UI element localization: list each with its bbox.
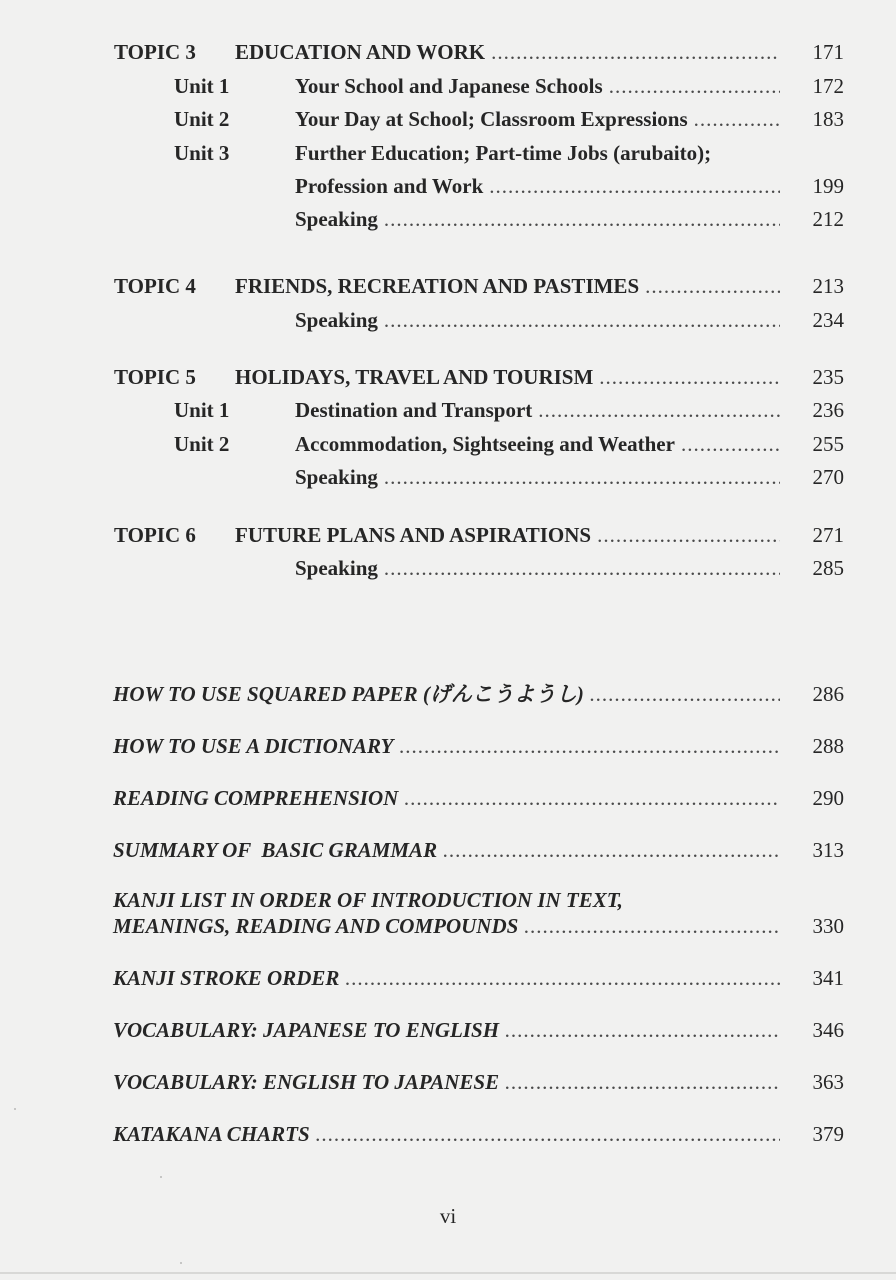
toc-appendix[interactable] bbox=[113, 786, 844, 810]
appendix-title: KANJI LIST IN ORDER OF INTRODUCTION IN TEXT, bbox=[113, 888, 623, 912]
unit-number: Unit 2 bbox=[174, 432, 230, 456]
dot-leader bbox=[609, 74, 780, 98]
dot-leader bbox=[645, 274, 780, 298]
page-number: 183 bbox=[812, 107, 844, 131]
appendix-title: VOCABULARY: ENGLISH TO JAPANESE bbox=[113, 1070, 500, 1094]
speaking-title: Speaking bbox=[295, 556, 378, 580]
toc-topic-6[interactable] bbox=[114, 523, 844, 547]
toc-topic-4[interactable] bbox=[114, 274, 844, 298]
topic-title: FRIENDS, RECREATION AND PASTIMES bbox=[235, 274, 640, 298]
dot-leader bbox=[384, 308, 780, 332]
page-bottom-edge bbox=[0, 1272, 896, 1274]
dot-leader bbox=[399, 734, 780, 758]
page-number: 199 bbox=[812, 174, 844, 198]
unit-title: Further Education; Part-time Jobs (arubaito); bbox=[295, 141, 712, 165]
page-number: 285 bbox=[812, 556, 844, 580]
appendix-title-line-2: MEANINGS, READING AND COMPOUNDS bbox=[113, 914, 519, 938]
topic-number: TOPIC 4 bbox=[114, 274, 196, 298]
toc-unit-continuation[interactable] bbox=[295, 174, 844, 198]
page-number: 313 bbox=[812, 838, 844, 862]
topic-title: FUTURE PLANS AND ASPIRATIONS bbox=[235, 523, 592, 547]
toc-unit[interactable] bbox=[174, 74, 844, 98]
dot-leader bbox=[443, 838, 780, 862]
topic-title: EDUCATION AND WORK bbox=[235, 40, 486, 64]
scan-speck bbox=[180, 1262, 182, 1264]
page-number: 363 bbox=[812, 1070, 844, 1094]
unit-title-line-2: Profession and Work bbox=[295, 174, 484, 198]
unit-title: Accommodation, Sightseeing and Weather bbox=[295, 432, 675, 456]
appendix-title: VOCABULARY: JAPANESE TO ENGLISH bbox=[113, 1018, 500, 1042]
scan-speck bbox=[160, 1176, 162, 1178]
toc-appendix[interactable] bbox=[113, 1070, 844, 1094]
unit-number: Unit 1 bbox=[174, 398, 230, 422]
dot-leader bbox=[599, 365, 780, 389]
page-number: 341 bbox=[812, 966, 844, 990]
toc-appendix[interactable] bbox=[113, 838, 844, 862]
page-number: 212 bbox=[812, 207, 844, 231]
topic-number: TOPIC 6 bbox=[114, 523, 196, 547]
appendix-title: KANJI STROKE ORDER bbox=[113, 966, 340, 990]
page-number: 213 bbox=[812, 274, 844, 298]
unit-title: Your Day at School; Classroom Expressions bbox=[295, 107, 688, 131]
dot-leader bbox=[505, 1018, 780, 1042]
toc-unit[interactable] bbox=[174, 107, 844, 131]
topic-title: HOLIDAYS, TRAVEL AND TOURISM bbox=[235, 365, 594, 389]
speaking-title: Speaking bbox=[295, 465, 378, 489]
dot-leader bbox=[505, 1070, 780, 1094]
toc-appendix[interactable] bbox=[113, 1122, 844, 1146]
appendix-title: KATAKANA CHARTS bbox=[113, 1122, 310, 1146]
topic-number: TOPIC 3 bbox=[114, 40, 196, 64]
toc-speaking[interactable] bbox=[295, 207, 844, 231]
scan-speck bbox=[14, 1108, 16, 1110]
dot-leader bbox=[404, 786, 780, 810]
page-number: 271 bbox=[812, 523, 844, 547]
toc-appendix[interactable] bbox=[113, 682, 844, 706]
toc-unit[interactable] bbox=[174, 432, 844, 456]
dot-leader bbox=[345, 966, 780, 990]
appendix-title: HOW TO USE SQUARED PAPER (げんこうようし) bbox=[113, 682, 584, 706]
dot-leader bbox=[681, 432, 780, 456]
dot-leader bbox=[524, 914, 780, 938]
dot-leader bbox=[590, 682, 780, 706]
speaking-title: Speaking bbox=[295, 207, 378, 231]
appendix-title: READING COMPREHENSION bbox=[113, 786, 399, 810]
dot-leader bbox=[384, 556, 780, 580]
page-number: 288 bbox=[812, 734, 844, 758]
dot-leader bbox=[538, 398, 780, 422]
dot-leader bbox=[694, 107, 780, 131]
page-number: 171 bbox=[812, 40, 844, 64]
dot-leader bbox=[384, 465, 780, 489]
toc-speaking[interactable] bbox=[295, 308, 844, 332]
page-number: 172 bbox=[812, 74, 844, 98]
page-number: 286 bbox=[812, 682, 844, 706]
appendix-title: SUMMARY OF BASIC GRAMMAR bbox=[113, 838, 438, 862]
dot-leader bbox=[491, 40, 780, 64]
page-number: 270 bbox=[812, 465, 844, 489]
toc-unit[interactable] bbox=[174, 398, 844, 422]
topic-number: TOPIC 5 bbox=[114, 365, 196, 389]
page-number: 290 bbox=[812, 786, 844, 810]
toc-appendix[interactable] bbox=[113, 966, 844, 990]
toc-speaking[interactable] bbox=[295, 465, 844, 489]
page-number: 235 bbox=[812, 365, 844, 389]
dot-leader bbox=[489, 174, 780, 198]
unit-number: Unit 1 bbox=[174, 74, 230, 98]
appendix-title: HOW TO USE A DICTIONARY bbox=[113, 734, 394, 758]
unit-title: Your School and Japanese Schools bbox=[295, 74, 603, 98]
unit-number: Unit 2 bbox=[174, 107, 230, 131]
unit-number: Unit 3 bbox=[174, 141, 230, 165]
speaking-title: Speaking bbox=[295, 308, 378, 332]
page-footer-number: vi bbox=[439, 1204, 457, 1228]
toc-appendix-continuation[interactable] bbox=[113, 914, 844, 938]
toc-unit[interactable] bbox=[174, 141, 844, 165]
page-number: 236 bbox=[812, 398, 844, 422]
page-number: 255 bbox=[812, 432, 844, 456]
page-number: 379 bbox=[812, 1122, 844, 1146]
page-number: 234 bbox=[812, 308, 844, 332]
toc-appendix[interactable] bbox=[113, 734, 844, 758]
toc-topic-5[interactable] bbox=[114, 365, 844, 389]
toc-appendix[interactable] bbox=[113, 888, 844, 912]
toc-appendix[interactable] bbox=[113, 1018, 844, 1042]
dot-leader bbox=[384, 207, 780, 231]
unit-title: Destination and Transport bbox=[295, 398, 533, 422]
toc-topic-3[interactable] bbox=[114, 40, 844, 64]
page-number: 330 bbox=[812, 914, 844, 938]
page-number: 346 bbox=[812, 1018, 844, 1042]
toc-speaking[interactable] bbox=[295, 556, 844, 580]
dot-leader bbox=[316, 1122, 780, 1146]
dot-leader bbox=[597, 523, 780, 547]
